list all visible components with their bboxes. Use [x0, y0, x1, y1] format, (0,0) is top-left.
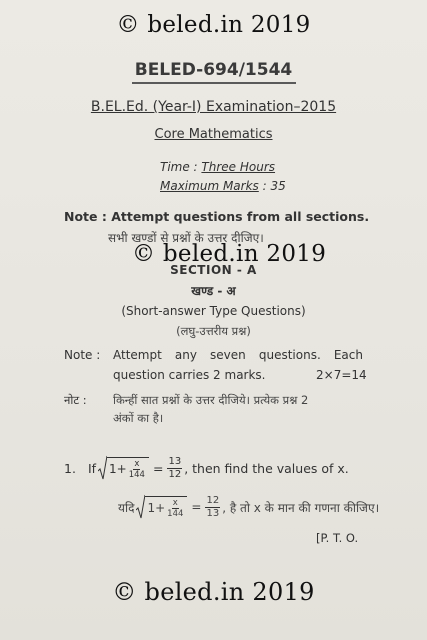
section-note-line1 [113, 348, 363, 362]
radicand [107, 457, 149, 480]
radicand-hindi [145, 496, 187, 519]
time-line [160, 160, 275, 174]
marks-line [160, 179, 286, 193]
exam-title [0, 99, 427, 115]
marks-label: Maximum Marks [160, 179, 259, 193]
rhs-denominator: 12 [168, 468, 182, 480]
question-tail: , then find the values of x. [184, 460, 349, 476]
square-root [98, 455, 149, 481]
equals-sign-hindi: = [191, 500, 202, 514]
watermark-top: © beled.in 2019 [116, 12, 311, 38]
note-word: any [174, 348, 197, 362]
section-title: SECTION - A [170, 263, 257, 277]
question-tail-hindi: , है तो x के मान की गणना कीजिए। [222, 500, 380, 515]
rhs-numerator: 13 [168, 455, 182, 467]
equals-sign: = [152, 460, 164, 476]
radicand-one-hindi: 1+ [147, 501, 166, 515]
fraction-numerator-hindi: x [172, 497, 178, 508]
section-note-line2: question carries 2 marks. [113, 368, 266, 382]
rhs-fraction [167, 456, 182, 481]
time-label: Time : [160, 160, 202, 174]
section-type-hindi: (लघु-उत्तरीय प्रश्न) [176, 324, 251, 338]
watermark-bottom: © beled.in 2019 [112, 578, 315, 606]
section-title-hindi: खण्ड - अ [191, 284, 236, 298]
please-turn-over: [P. T. O. [316, 531, 359, 545]
paper-code: BELED-694/1544 [134, 60, 293, 80]
rhs-denominator-hindi: 13 [206, 507, 220, 519]
section-note-label-hindi: नोट : [64, 393, 87, 407]
question-if: If [87, 460, 97, 476]
question-number: 1. [64, 460, 76, 476]
fraction-x-over-144-hindi [167, 498, 183, 519]
question-1 [64, 455, 349, 481]
rhs-fraction-hindi [205, 495, 220, 520]
time-value: Three Hours [201, 160, 276, 174]
note-word: Attempt [113, 348, 162, 362]
paper-code-underline [132, 82, 296, 84]
fraction-x-over-144 [129, 459, 145, 480]
radical-sign-icon [136, 494, 145, 520]
subject-title [0, 127, 427, 142]
section-type: (Short-answer Type Questions) [121, 304, 306, 318]
note-word: Each [333, 348, 363, 362]
watermark-middle: © beled.in 2019 [132, 241, 327, 267]
general-note-hindi: सभी खण्डों से प्रश्नों के उत्तर दीजिए। [108, 231, 264, 245]
radical-sign-icon [98, 455, 107, 481]
fraction-denominator-hindi: 144 [167, 508, 184, 519]
note-word: seven [210, 348, 246, 362]
section-note-line2-hindi: अंकों का है। [113, 411, 164, 425]
section-note-label: Note : [64, 348, 101, 362]
exam-title-text: B.EL.Ed. (Year-I) Examination–2015 [90, 99, 337, 115]
fraction-numerator: x [134, 458, 140, 469]
marks-value: : 35 [262, 179, 286, 193]
section-marks-calc: 2×7=14 [316, 368, 367, 382]
section-note-line1-hindi: किन्हीं सात प्रश्नों के उत्तर दीजिये। प्रत्येक प्रश्न 2 [113, 393, 309, 407]
rhs-numerator-hindi: 12 [206, 494, 220, 506]
radicand-one: 1+ [109, 462, 127, 476]
subject-title-text: Core Mathematics [154, 127, 273, 142]
question-1-hindi [118, 494, 379, 520]
square-root-hindi [136, 494, 187, 520]
note-word: questions. [258, 348, 321, 362]
general-note: Note : Attempt questions from all sections. [64, 209, 370, 224]
fraction-denominator: 144 [128, 469, 145, 480]
question-if-hindi: यदि [118, 500, 135, 515]
